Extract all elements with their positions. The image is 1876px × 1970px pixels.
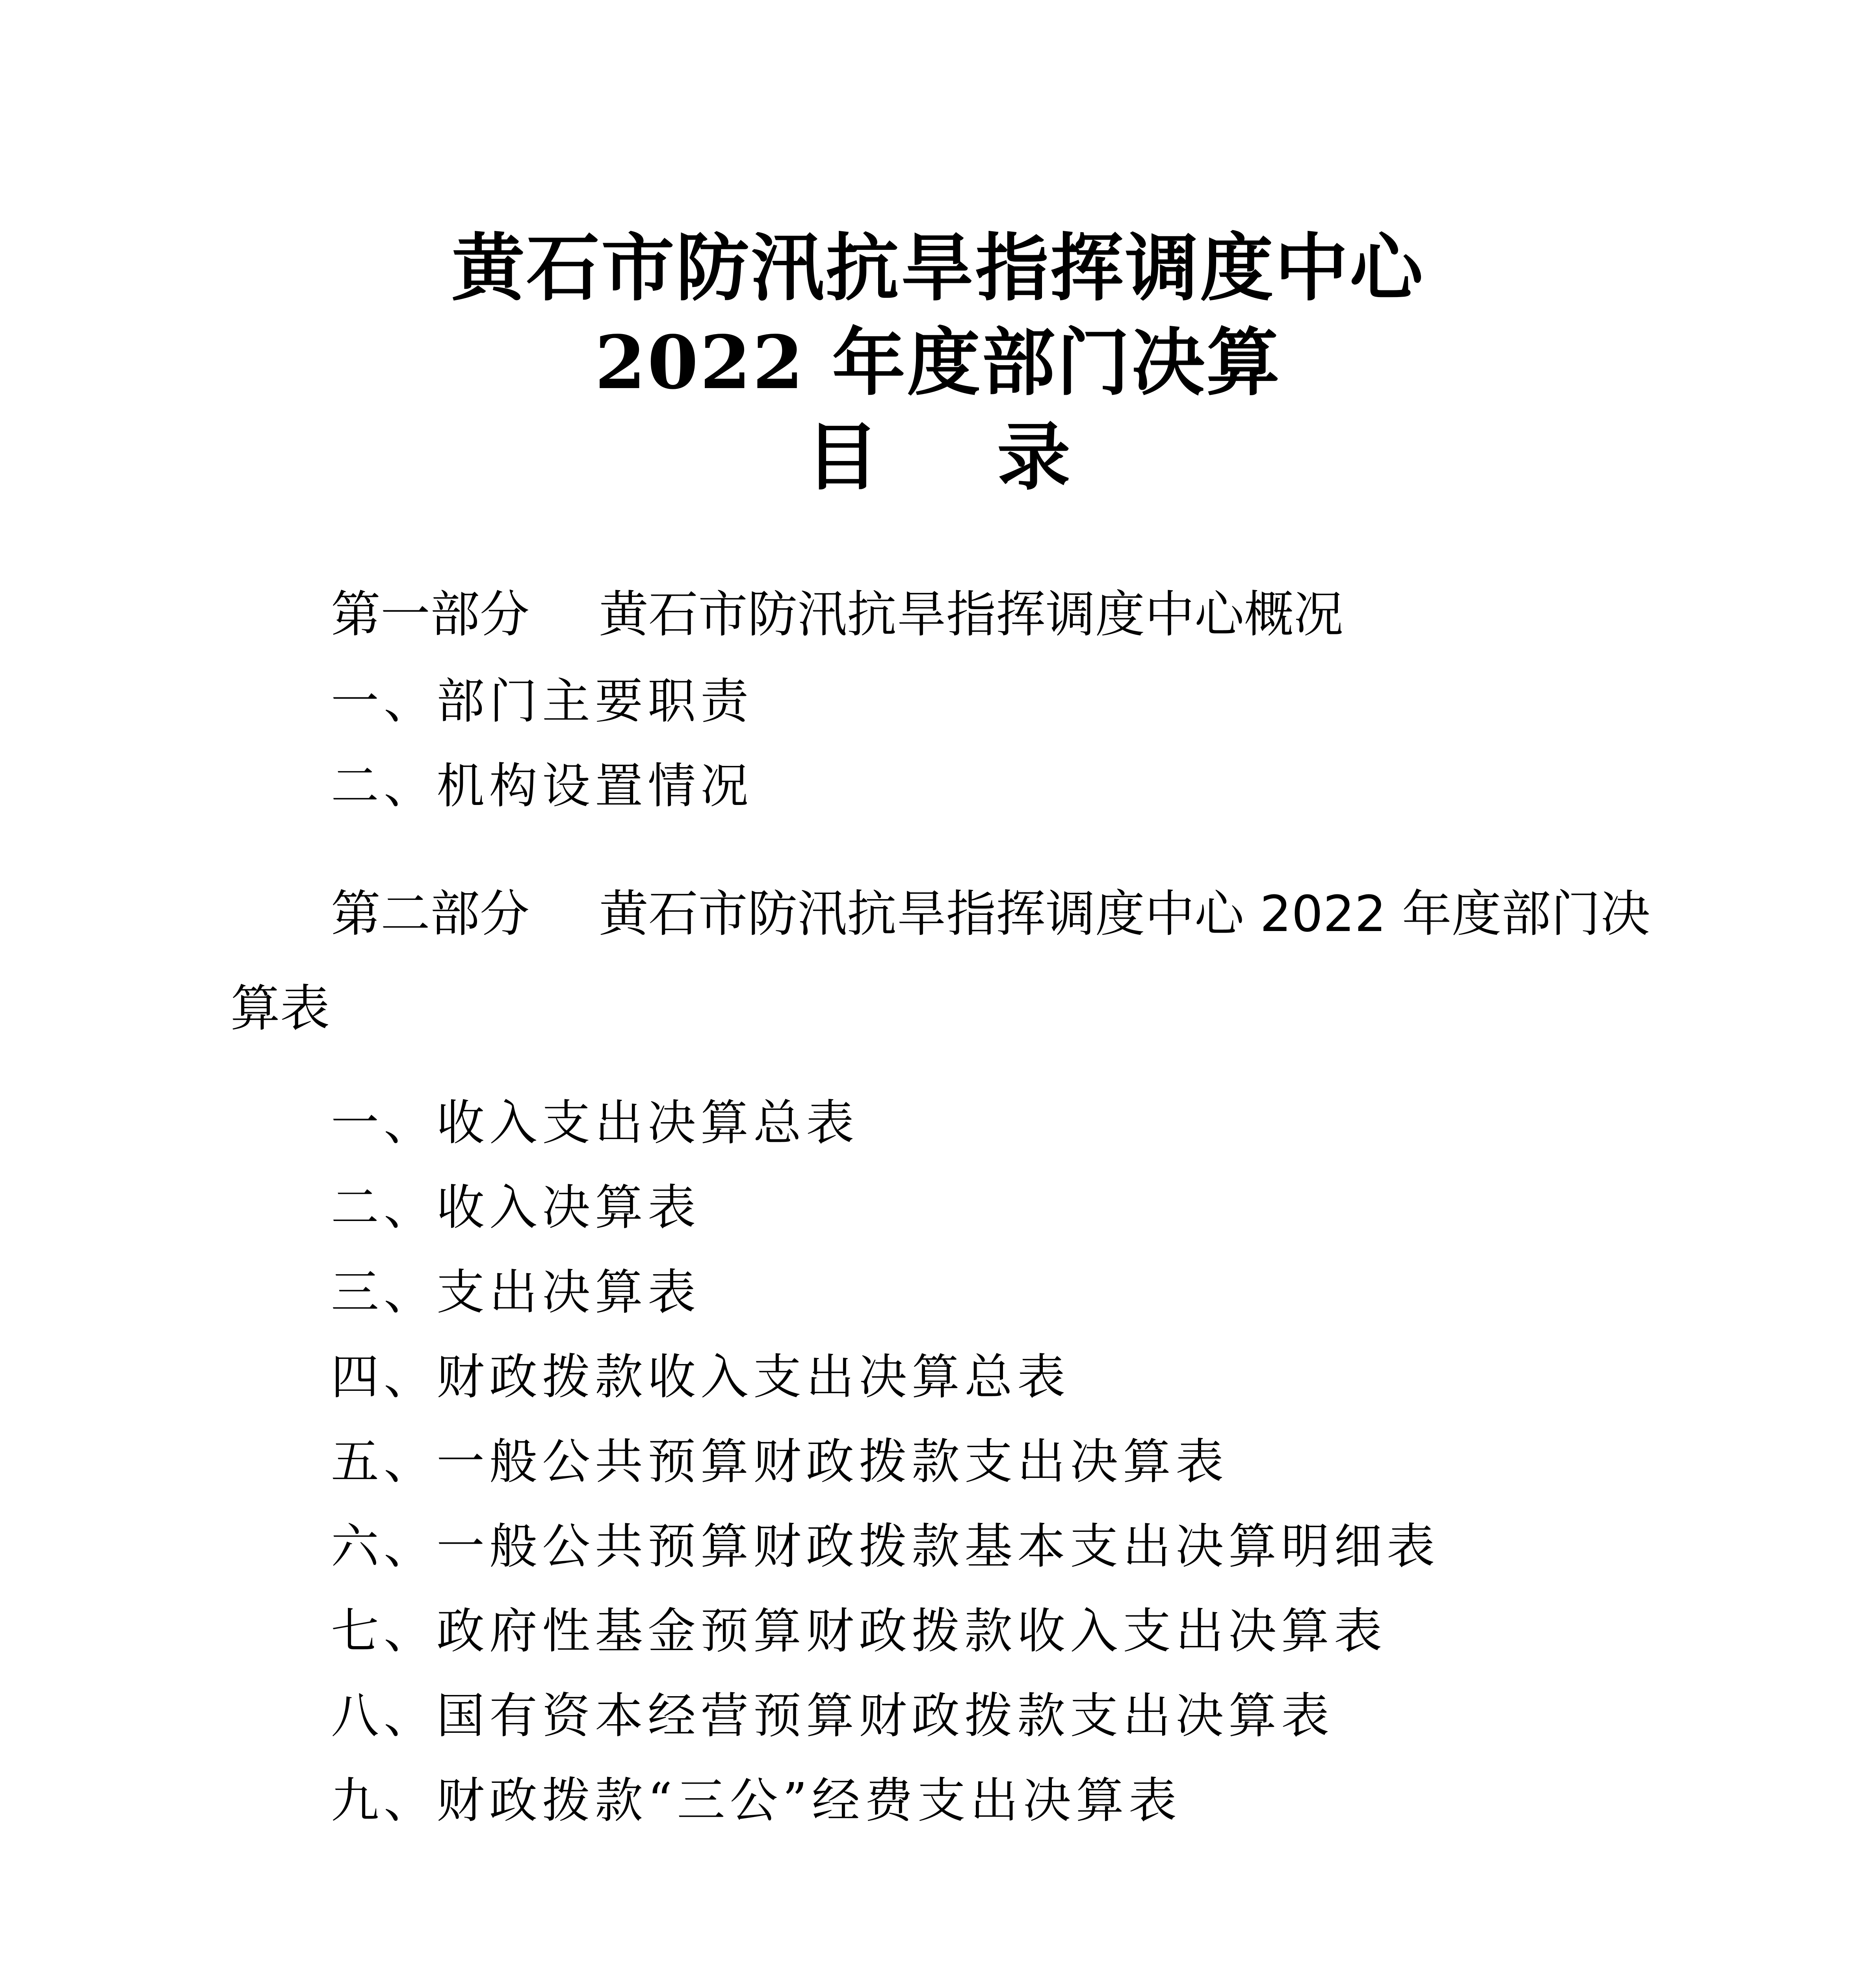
toc-item[interactable]: 二、机构设置情况 [331, 758, 753, 814]
toc-item[interactable]: 七、政府性基金预算财政拨款收入支出决算表 [331, 1603, 1387, 1659]
toc-item[interactable]: 三、支出决算表 [331, 1264, 700, 1320]
part-2-title: 黄石市防汛抗旱指挥调度中心 2022 年度部门决算表 [230, 885, 1650, 1037]
part-2-label: 第二部分 [331, 885, 529, 943]
title-year-report: 2022 年度部门决算 [594, 319, 1282, 405]
toc-item[interactable]: 一、收入支出决算总表 [331, 1095, 859, 1151]
part-1-label: 第一部分 [331, 585, 529, 643]
toc-part-2[interactable] [230, 867, 1657, 1056]
toc-item[interactable]: 五、一般公共预算财政拨款支出决算表 [331, 1434, 1228, 1490]
document-title [0, 221, 1876, 504]
toc-part-1[interactable] [230, 567, 1657, 662]
toc-item[interactable]: 一、部门主要职责 [331, 673, 753, 729]
part-1-title: 黄石市防汛抗旱指挥调度中心概况 [599, 585, 1343, 643]
toc-heading [0, 410, 1876, 504]
toc-item[interactable]: 四、财政拨款收入支出决算总表 [331, 1349, 1070, 1405]
title-organization: 黄石市防汛抗旱指挥调度中心 [451, 225, 1425, 311]
toc-item[interactable]: 六、一般公共预算财政拨款基本支出决算明细表 [331, 1518, 1440, 1574]
toc-item[interactable]: 二、收入决算表 [331, 1180, 700, 1236]
toc-item[interactable]: 八、国有资本经营预算财政拨款支出决算表 [331, 1688, 1334, 1744]
toc-item[interactable]: 九、财政拨款“三公”经费支出决算表 [331, 1773, 1181, 1829]
toc-heading-right: 录 [997, 414, 1071, 500]
toc-heading-left: 目 [805, 414, 879, 500]
